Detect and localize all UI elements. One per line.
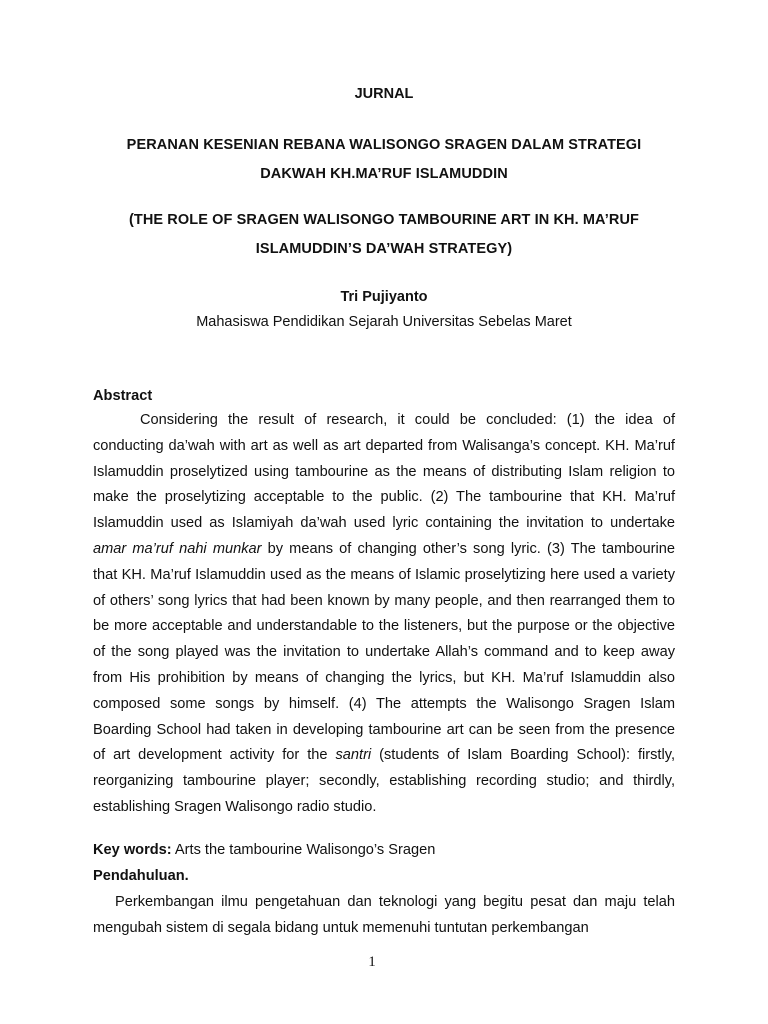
author-affiliation: Mahasiswa Pendidikan Sejarah Universitas Sebelas Maret	[196, 314, 572, 330]
english-title-line-1: (THE ROLE OF SRAGEN WALISONGO TAMBOURINE ART IN KH. MA’RUF	[128, 212, 640, 228]
paper-title	[93, 131, 675, 189]
page-number: 1	[368, 954, 376, 970]
abstract-text-part-2: by means of changing other’s song lyric. (3) The tambourine that KH. Ma’ruf Islamuddin used as the means of Islamic proselytizing here used a variety of others’ song lyrics that had been known by many people, and then rearranged them to be more acceptable and understandable to the listeners, but the purpose or the objective of the song played was the invitation to undertake Allah’s command and to keep away from His prohibition by means of changing the lyrics, but KH. Ma’ruf Islamuddin also composed some songs by himself. (4) The attempts the Walisongo Sragen Islam Boarding School had taken in developing tambourine art can be seen from the presence of art development activity for the	[93, 540, 675, 764]
keywords-value: Arts the tambourine Walisongo’s Sragen	[171, 842, 436, 858]
english-title	[93, 206, 675, 264]
author-name: Tri Pujiyanto	[340, 289, 428, 305]
abstract-text-part-3: (students of Islam Boarding School): firstly, reorganizing tambourine player; secondly, establishing recording studio; and thirdly, establishing Sragen Walisongo radio studio.	[93, 747, 675, 815]
abstract-text-part-1: Considering the result of research, it could be concluded: (1) the idea of conducting da’wah with art as well as art departed from Walisanga’s concept. KH. Ma’ruf Islamuddin proselytized using tambourine as the means of distributing Islam religion to make the proselytizing acceptable to the public. (2) The tambourine that KH. Ma’ruf Islamuddin used as Islamiyah da’wah used lyric containing the invitation to undertake	[93, 412, 675, 532]
keywords	[93, 838, 675, 864]
abstract-italic-term-2: santri	[335, 747, 372, 764]
keywords-label: Key words:	[93, 842, 172, 858]
paper-title-line-2: DAKWAH KH.MA’RUF ISLAMUDDIN	[260, 166, 508, 182]
abstract-heading: Abstract	[93, 388, 153, 404]
introduction-heading: Pendahuluan.	[93, 868, 189, 884]
abstract-italic-term-1: amar ma’ruf nahi munkar	[93, 540, 262, 557]
introduction-text: Perkembangan ilmu pengetahuan dan teknologi yang begitu pesat dan maju telah mengubah sistem di segala bidang untuk memenuhi tuntutan perkembangan	[93, 894, 675, 936]
abstract-body	[93, 408, 675, 821]
journal-label: JURNAL	[354, 86, 414, 102]
paper-title-line-1: PERANAN KESENIAN REBANA WALISONGO SRAGEN DALAM STRATEGI	[126, 137, 642, 153]
english-title-line-2: ISLAMUDDIN’S DA’WAH STRATEGY)	[255, 241, 513, 257]
